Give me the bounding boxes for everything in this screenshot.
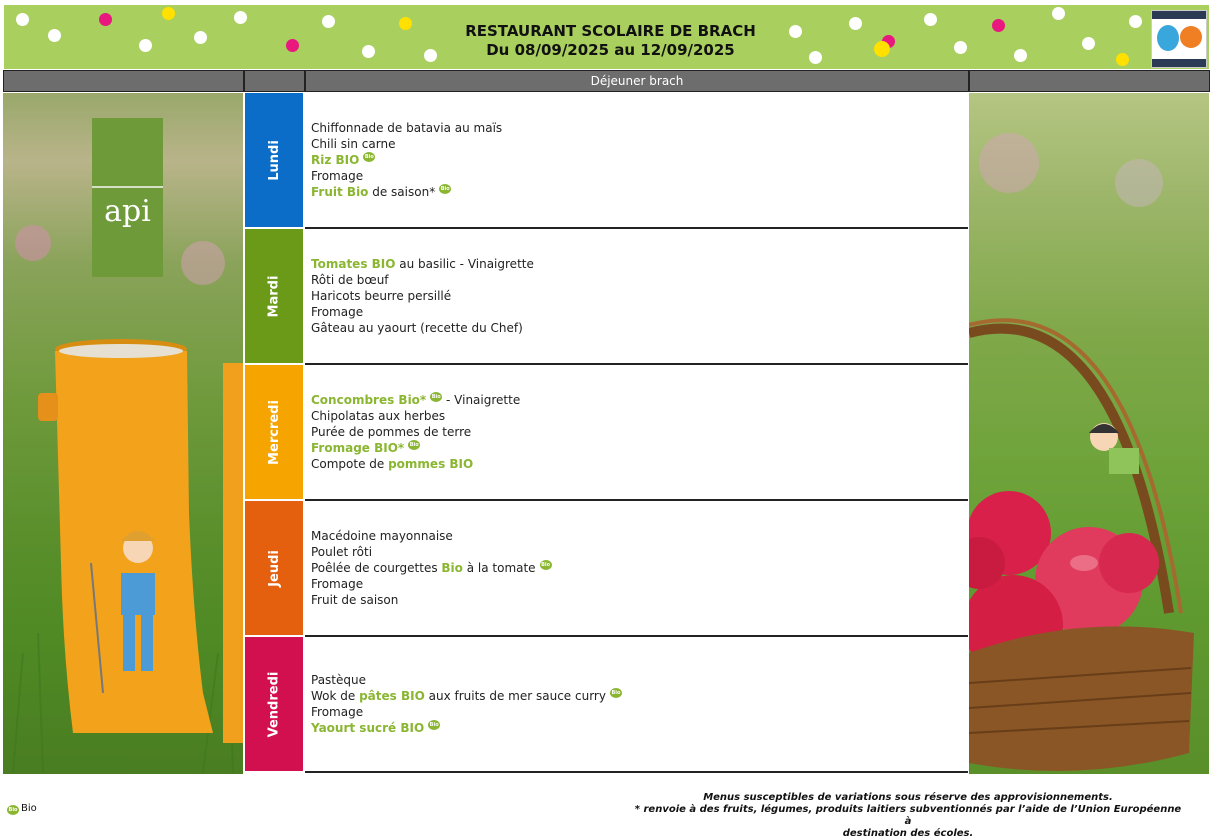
footnote-line-2: * renvoie à des fruits, légumes, produits laitiers subventionnés par l’aide de l’Union Européenne à bbox=[634, 804, 1182, 827]
apple-basket-illustration bbox=[969, 93, 1209, 774]
organic-text: Riz BIO bbox=[311, 153, 360, 167]
day-label-vendredi bbox=[245, 637, 303, 771]
organic-text: Yaourt sucré BIO bbox=[311, 721, 425, 735]
title-dates: Du 08/09/2025 au 12/09/2025 bbox=[486, 41, 735, 59]
menu-text: Fromage bbox=[311, 169, 364, 183]
menu-text: à la tomate bbox=[462, 561, 536, 575]
bio-badge-icon: Bio bbox=[440, 186, 450, 192]
menu-text: aux fruits de mer sauce curry bbox=[424, 689, 606, 703]
menu-item bbox=[311, 720, 962, 736]
organic-text: Tomates BIO bbox=[311, 257, 396, 271]
menu-item bbox=[311, 184, 962, 200]
footnote-line-3: destination des écoles. bbox=[842, 828, 974, 839]
menu-item bbox=[311, 320, 962, 336]
header-banner bbox=[4, 5, 1209, 69]
bio-badge-icon: Bio bbox=[541, 562, 551, 568]
legend-label: Bio bbox=[21, 803, 37, 814]
menu-text: Fromage bbox=[311, 577, 364, 591]
page-title bbox=[4, 22, 1209, 60]
organic-text: Concombres Bio* bbox=[311, 393, 427, 407]
menu-text: Wok de bbox=[311, 689, 360, 703]
menu-text: Fruit de saison bbox=[311, 593, 399, 607]
menu-cell-lundi bbox=[305, 93, 968, 229]
day-name: Mercredi bbox=[266, 399, 282, 465]
day-name: Vendredi bbox=[266, 671, 282, 737]
organic-text: Fruit Bio bbox=[311, 185, 369, 199]
bio-badge-icon: Bio bbox=[409, 442, 419, 448]
menu-item bbox=[311, 704, 962, 720]
menu-cell-jeudi bbox=[305, 501, 968, 637]
day-label-lundi bbox=[245, 93, 303, 227]
menu-item bbox=[311, 392, 962, 408]
menu-item bbox=[311, 256, 962, 272]
menu-text: Fromage bbox=[311, 305, 364, 319]
header-cell-left bbox=[3, 70, 244, 92]
menu-item bbox=[311, 560, 962, 576]
day-label-mercredi bbox=[245, 365, 303, 499]
menu-text: Compote de bbox=[311, 457, 389, 471]
menu-text: Chili sin carne bbox=[311, 137, 396, 151]
organic-text: Fromage BIO* bbox=[311, 441, 405, 455]
menu-text: Chiffonnade de batavia au maïs bbox=[311, 121, 503, 135]
bio-badge-icon: Bio bbox=[364, 154, 374, 160]
api-logo-text: api bbox=[104, 194, 151, 229]
menu-text: - Vinaigrette bbox=[442, 393, 521, 407]
menu-text: Pastèque bbox=[311, 673, 366, 687]
bio-badge-icon: Bio bbox=[429, 722, 439, 728]
menu-item bbox=[311, 424, 962, 440]
menu-text: Haricots beurre persillé bbox=[311, 289, 452, 303]
header-cell-right bbox=[969, 70, 1210, 92]
api-logo bbox=[92, 118, 163, 277]
menu-text: au basilic - Vinaigrette bbox=[395, 257, 534, 271]
menu-item bbox=[311, 456, 962, 472]
menu-item bbox=[311, 672, 962, 688]
basket-image bbox=[969, 93, 1209, 774]
organic-text: pâtes BIO bbox=[359, 689, 425, 703]
bio-badge-icon: Bio bbox=[611, 690, 621, 696]
bio-badge-icon: Bio bbox=[8, 807, 18, 813]
menu-item bbox=[311, 592, 962, 608]
menu-item bbox=[311, 168, 962, 184]
menu-text: Chipolatas aux herbes bbox=[311, 409, 446, 423]
partner-logo bbox=[1151, 10, 1207, 68]
menu-text: Gâteau au yaourt (recette du Chef) bbox=[311, 321, 523, 335]
menu-text: Macédoine mayonnaise bbox=[311, 529, 453, 543]
boot-illustration bbox=[3, 93, 243, 774]
header-cell-lunch: Déjeuner brach bbox=[305, 70, 969, 92]
day-name: Jeudi bbox=[266, 549, 282, 587]
footnote bbox=[630, 792, 1186, 840]
menu-item bbox=[311, 528, 962, 544]
menu-cell-mercredi bbox=[305, 365, 968, 501]
menu-text: de saison* bbox=[368, 185, 436, 199]
menu-item bbox=[311, 576, 962, 592]
bio-badge-icon: Bio bbox=[431, 394, 441, 400]
menu-item bbox=[311, 120, 962, 136]
day-label-jeudi bbox=[245, 501, 303, 635]
legend bbox=[7, 803, 37, 815]
menu-item bbox=[311, 544, 962, 560]
title-restaurant: RESTAURANT SCOLAIRE DE BRACH bbox=[465, 22, 756, 40]
menu-cell-mardi bbox=[305, 229, 968, 365]
organic-text: Bio bbox=[441, 561, 463, 575]
menu-text: Poêlée de courgettes bbox=[311, 561, 442, 575]
menu-item bbox=[311, 440, 962, 456]
menu-text: Poulet rôti bbox=[311, 545, 373, 559]
day-name: Mardi bbox=[266, 275, 282, 317]
menu-item bbox=[311, 136, 962, 152]
menu-text: Fromage bbox=[311, 705, 364, 719]
menu-item bbox=[311, 304, 962, 320]
menu-text: Purée de pommes de terre bbox=[311, 425, 472, 439]
header-cell-day bbox=[244, 70, 305, 92]
menu-item bbox=[311, 272, 962, 288]
menu-item bbox=[311, 288, 962, 304]
day-label-mardi bbox=[245, 229, 303, 363]
menu-item bbox=[311, 688, 962, 704]
menu-text: Rôti de bœuf bbox=[311, 273, 389, 287]
day-name: Lundi bbox=[266, 139, 282, 181]
organic-text: pommes BIO bbox=[388, 457, 474, 471]
footnote-line-1: Menus susceptibles de variations sous réserve des approvisionnements. bbox=[703, 792, 1113, 803]
menu-cell-vendredi bbox=[305, 637, 968, 773]
menu-item bbox=[311, 152, 962, 168]
menu-item bbox=[311, 408, 962, 424]
